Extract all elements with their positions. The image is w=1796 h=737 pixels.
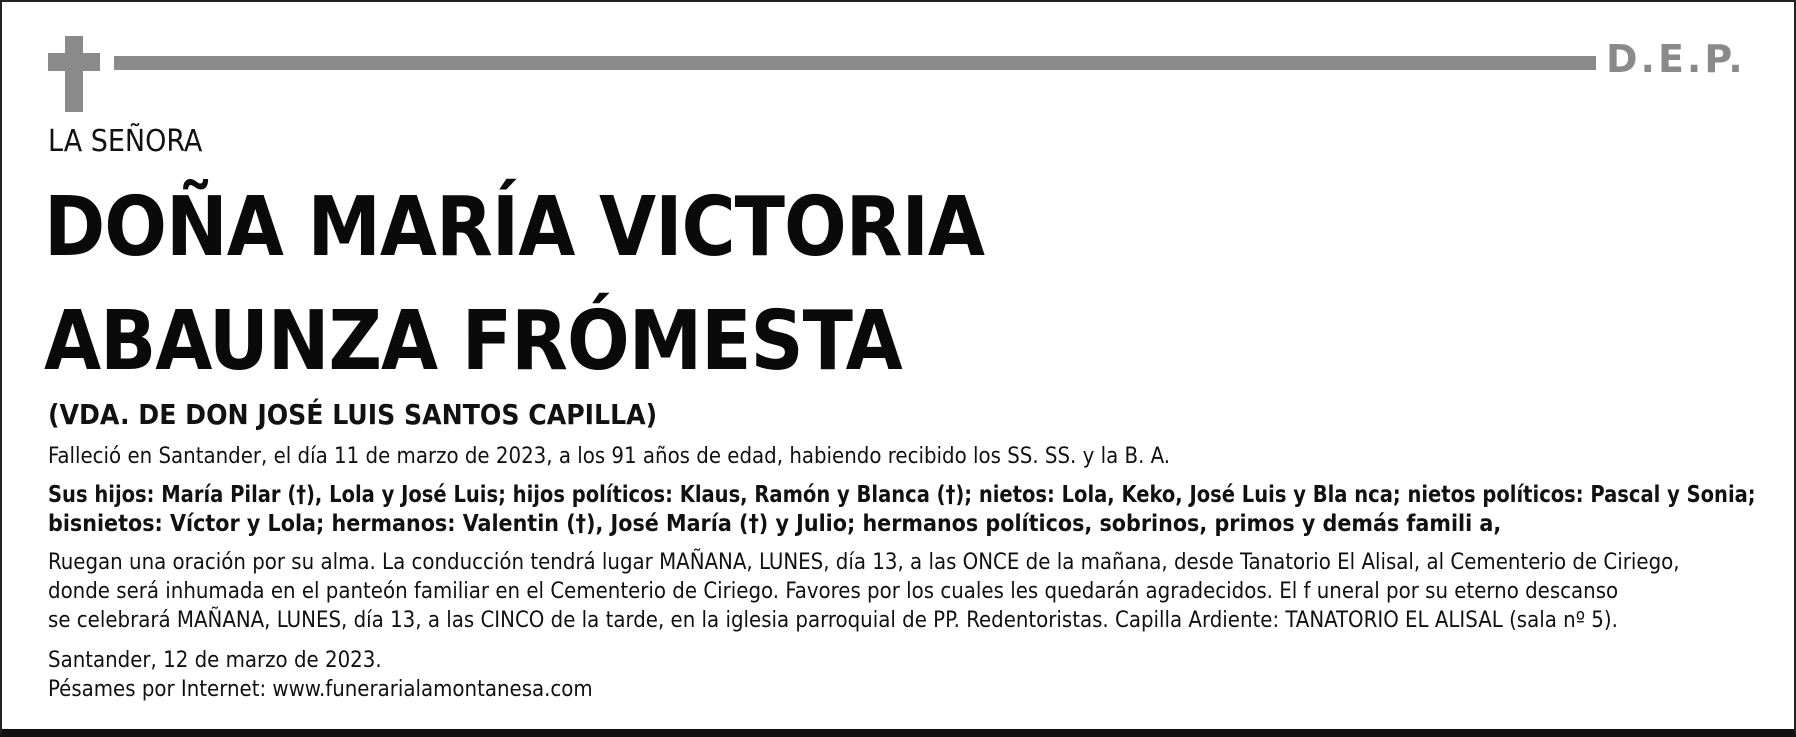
cross-vertical-bar: [65, 36, 83, 112]
condolences-web: Pésames por Internet: www.funerarialamontanesa.com: [48, 677, 593, 702]
cross-horizontal-bar: [48, 53, 100, 71]
service-line: donde será inhumada en el panteón familiar en el Cementerio de Ciriego. Favores por los cuales les quedarán agradecidos. El f uneral por su eterno descanso: [48, 579, 1619, 604]
family-line: Sus hijos: María Pilar (†), Lola y José Luis; hijos políticos: Klaus, Ramón y Blanca (†); nietos: Lola, Keko, José Luis y Bla nca; nietos políticos: Pascal y Sonia;: [48, 482, 1756, 508]
family-paragraph: [48, 481, 1756, 539]
service-line: Ruegan una oración por su alma. La conducción tendrá lugar MAÑANA, LUNES, día 13, a las ONCE de la mañana, desde Tanatorio El Alisal, al Cementerio de Ciriego,: [48, 550, 1680, 575]
honorific: LA SEÑORA: [48, 124, 203, 159]
header-rule: [114, 56, 1596, 70]
footer-paragraph: [48, 646, 1748, 704]
service-line: se celebrará MAÑANA, LUNES, día 13, a las CINCO de la tarde, en la iglesia parroquial de PP. Redentoristas. Capilla Ardiente: TANATORIO EL ALISAL (sala nº 5).: [48, 608, 1618, 633]
deceased-name-line-2: ABAUNZA FRÓMESTA: [44, 294, 902, 389]
widow-of-line: (VDA. DE DON JOSÉ LUIS SANTOS CAPILLA): [48, 398, 658, 431]
latin-cross-icon: [48, 36, 100, 112]
dep-label: D.E.P.: [1606, 37, 1746, 81]
family-line: bisnietos: Víctor y Lola; hermanos: Valentin (†), José María (†) y Julio; hermanos políticos, sobrinos, primos y demás famili a,: [48, 511, 1502, 537]
place-date: Santander, 12 de marzo de 2023.: [48, 648, 382, 673]
service-paragraph: [48, 548, 1748, 635]
deceased-name-line-1: DOÑA MARÍA VICTORIA: [44, 180, 985, 275]
death-info: Falleció en Santander, el día 11 de marzo de 2023, a los 91 años de edad, habiendo recibido los SS. SS. y la B. A.: [48, 444, 1171, 469]
